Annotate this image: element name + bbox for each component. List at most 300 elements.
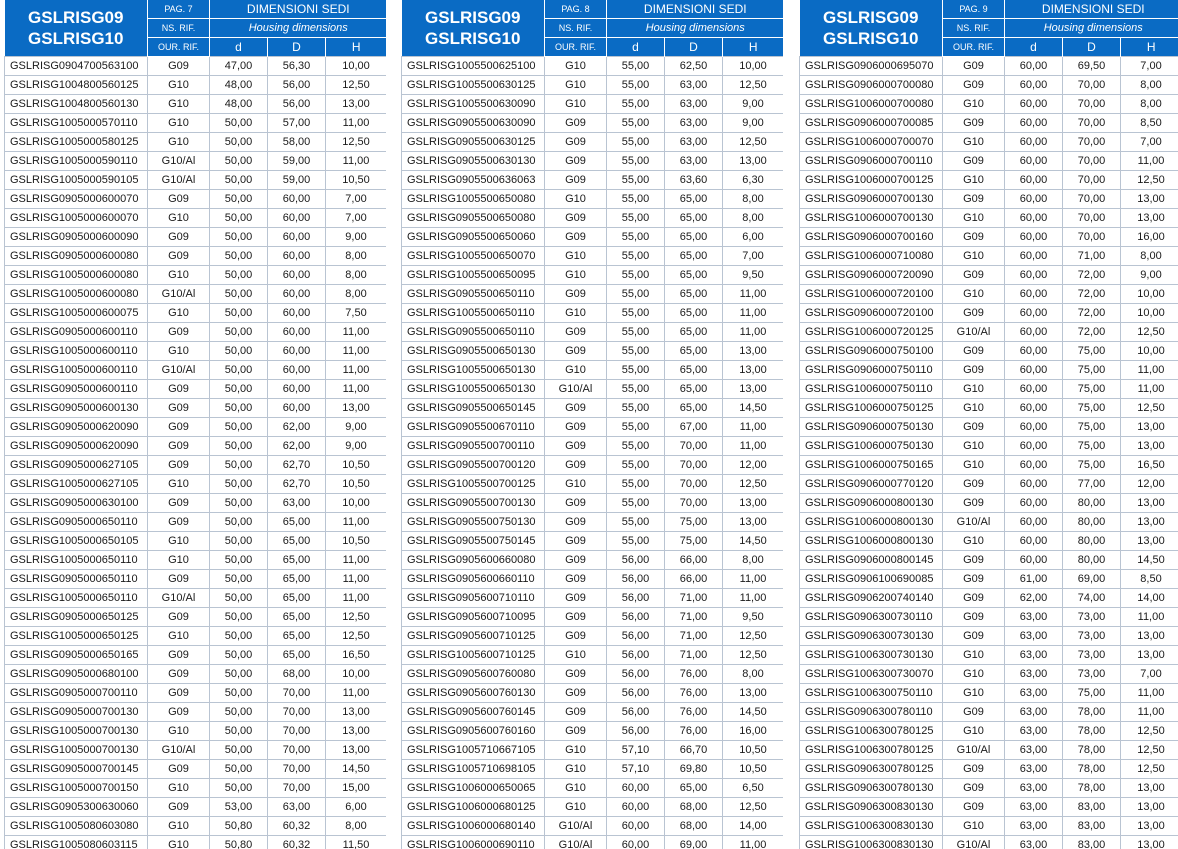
part-code: GSLRISG0905300630060 — [5, 798, 148, 817]
dim-H: 11,00 — [723, 418, 784, 437]
dim-D: 65,00 — [268, 646, 326, 665]
part-code: GSLRISG0905000620090 — [5, 418, 148, 437]
part-code: GSLRISG1005000600110 — [5, 361, 148, 380]
ref-code: G10 — [148, 532, 210, 551]
dim-D: 70,00 — [1063, 114, 1121, 133]
dim-H: 11,00 — [1121, 684, 1178, 703]
dim-H: 11,50 — [326, 836, 387, 849]
table-row — [800, 684, 1178, 703]
table-row — [5, 380, 387, 399]
dim-H: 14,50 — [723, 399, 784, 418]
dim-d: 50,00 — [210, 741, 268, 760]
dim-D: 66,00 — [665, 551, 723, 570]
dim-H: 13,00 — [1121, 627, 1178, 646]
dim-d: 60,00 — [1005, 190, 1063, 209]
ref-code: G09 — [148, 513, 210, 532]
dim-D: 60,00 — [268, 304, 326, 323]
table-row — [5, 209, 387, 228]
dim-d: 55,00 — [607, 323, 665, 342]
dim-D: 66,70 — [665, 741, 723, 760]
ref-code: G09 — [148, 608, 210, 627]
part-code: GSLRISG0905000700130 — [5, 703, 148, 722]
table-row — [5, 285, 387, 304]
column-header-d: d — [210, 38, 268, 57]
dim-D: 63,60 — [665, 171, 723, 190]
dim-H: 9,50 — [723, 266, 784, 285]
dim-H: 13,00 — [1121, 190, 1178, 209]
dim-H: 16,00 — [723, 722, 784, 741]
dim-H: 12,50 — [1121, 741, 1178, 760]
dim-H: 13,00 — [326, 399, 387, 418]
dim-d: 50,00 — [210, 152, 268, 171]
dim-d: 55,00 — [607, 209, 665, 228]
ref-code: G09 — [943, 114, 1005, 133]
table-row — [800, 57, 1178, 76]
dim-D: 69,50 — [1063, 57, 1121, 76]
part-code: GSLRISG1005500630090 — [402, 95, 545, 114]
dim-d: 50,00 — [210, 684, 268, 703]
ref-code: G10 — [148, 779, 210, 798]
dim-d: 60,00 — [1005, 456, 1063, 475]
table-row — [402, 684, 784, 703]
table-body — [402, 57, 784, 849]
dim-D: 59,00 — [268, 152, 326, 171]
ref-code: G09 — [943, 57, 1005, 76]
ref-code: G10 — [148, 475, 210, 494]
part-code: GSLRISG0905000600110 — [5, 380, 148, 399]
table-row — [5, 228, 387, 247]
dim-D: 76,00 — [665, 684, 723, 703]
dim-D: 68,00 — [665, 817, 723, 836]
dim-D: 74,00 — [1063, 589, 1121, 608]
dim-D: 71,00 — [665, 608, 723, 627]
dim-D: 56,30 — [268, 57, 326, 76]
table-row — [402, 342, 784, 361]
part-code: GSLRISG1005000650105 — [5, 532, 148, 551]
ref-code: G09 — [148, 190, 210, 209]
ref-code: G10 — [545, 266, 607, 285]
dim-H: 9,00 — [1121, 266, 1178, 285]
dim-d: 50,00 — [210, 532, 268, 551]
dim-d: 55,00 — [607, 418, 665, 437]
dim-D: 62,70 — [268, 475, 326, 494]
dim-D: 65,00 — [665, 323, 723, 342]
dim-H: 8,00 — [326, 285, 387, 304]
ref-code: G10 — [148, 722, 210, 741]
dim-d: 50,00 — [210, 551, 268, 570]
dim-D: 60,00 — [268, 361, 326, 380]
table-body — [5, 57, 387, 849]
table-row — [402, 285, 784, 304]
table-row — [800, 361, 1178, 380]
table-row — [402, 589, 784, 608]
dim-H: 12,50 — [326, 608, 387, 627]
table-row — [402, 532, 784, 551]
dim-d: 56,00 — [607, 608, 665, 627]
dim-d: 60,00 — [607, 798, 665, 817]
dim-H: 8,00 — [1121, 247, 1178, 266]
dim-d: 55,00 — [607, 361, 665, 380]
table-body — [800, 57, 1178, 849]
table-row — [800, 646, 1178, 665]
dim-H: 11,00 — [723, 570, 784, 589]
title-line-2: GSLRISG10 — [28, 29, 124, 48]
dim-D: 70,00 — [1063, 95, 1121, 114]
ref-code: G09 — [148, 57, 210, 76]
dim-H: 7,00 — [1121, 665, 1178, 684]
ref-code: G10 — [545, 798, 607, 817]
dim-H: 13,00 — [1121, 418, 1178, 437]
housing-dimensions-label: Housing dimensions — [607, 19, 784, 38]
table-row — [800, 437, 1178, 456]
ref-code: G10/Al — [148, 285, 210, 304]
ref-code: G10/Al — [943, 741, 1005, 760]
part-code: GSLRISG0905500670110 — [402, 418, 545, 437]
part-code: GSLRISG1006000750165 — [800, 456, 943, 475]
part-code: GSLRISG1005500625100 — [402, 57, 545, 76]
table-row — [402, 247, 784, 266]
ref-code: G10 — [148, 836, 210, 849]
dim-d: 55,00 — [607, 171, 665, 190]
table-row — [800, 418, 1178, 437]
table-row — [402, 95, 784, 114]
dim-d: 55,00 — [607, 76, 665, 95]
part-code: GSLRISG1006300750110 — [800, 684, 943, 703]
part-code: GSLRISG0905500650110 — [402, 285, 545, 304]
dim-H: 11,00 — [326, 513, 387, 532]
dim-H: 13,00 — [723, 494, 784, 513]
dim-d: 55,00 — [607, 304, 665, 323]
dim-H: 15,00 — [326, 779, 387, 798]
dim-d: 63,00 — [1005, 817, 1063, 836]
ref-code: G09 — [943, 779, 1005, 798]
table-row — [402, 133, 784, 152]
dim-H: 11,00 — [723, 304, 784, 323]
part-code: GSLRISG1005710667105 — [402, 741, 545, 760]
dim-D: 75,00 — [1063, 342, 1121, 361]
dim-D: 65,00 — [665, 342, 723, 361]
ref-code: G09 — [148, 646, 210, 665]
dim-d: 55,00 — [607, 133, 665, 152]
table-row — [5, 133, 387, 152]
dim-d: 62,00 — [1005, 589, 1063, 608]
table-row — [402, 437, 784, 456]
dim-H: 10,00 — [326, 494, 387, 513]
ref-code: G09 — [943, 342, 1005, 361]
dim-d: 60,00 — [1005, 152, 1063, 171]
part-code: GSLRISG1005000600080 — [5, 285, 148, 304]
table-title — [5, 0, 148, 57]
table-row — [402, 399, 784, 418]
part-code: GSLRISG1006000700130 — [800, 209, 943, 228]
dim-D: 65,00 — [665, 779, 723, 798]
ref-code: G09 — [148, 760, 210, 779]
dim-D: 60,00 — [268, 209, 326, 228]
dim-D: 80,00 — [1063, 494, 1121, 513]
table-row — [5, 266, 387, 285]
part-code: GSLRISG0905600760160 — [402, 722, 545, 741]
dim-d: 50,00 — [210, 494, 268, 513]
dim-d: 50,00 — [210, 703, 268, 722]
page-label: PAG. 9 — [943, 0, 1005, 19]
ref-code: G10 — [943, 684, 1005, 703]
dim-d: 48,00 — [210, 95, 268, 114]
ref-code: G09 — [148, 456, 210, 475]
dim-H: 8,00 — [326, 247, 387, 266]
ref-code: G09 — [943, 760, 1005, 779]
dim-D: 56,00 — [268, 95, 326, 114]
table-row — [5, 570, 387, 589]
dim-H: 13,00 — [1121, 209, 1178, 228]
ref-code: G10 — [148, 114, 210, 133]
dim-d: 50,00 — [210, 570, 268, 589]
dim-D: 65,00 — [268, 570, 326, 589]
ref-code: G10 — [943, 646, 1005, 665]
table-row — [402, 361, 784, 380]
table-row — [5, 361, 387, 380]
part-code: GSLRISG1006000680140 — [402, 817, 545, 836]
dim-H: 6,00 — [326, 798, 387, 817]
part-code: GSLRISG1005080603080 — [5, 817, 148, 836]
dim-D: 63,00 — [665, 95, 723, 114]
ref-code: G10 — [148, 133, 210, 152]
dim-D: 65,00 — [665, 247, 723, 266]
part-code: GSLRISG1006000710080 — [800, 247, 943, 266]
dim-d: 56,00 — [607, 646, 665, 665]
part-code: GSLRISG1004800560125 — [5, 76, 148, 95]
dim-H: 12,50 — [723, 133, 784, 152]
part-code: GSLRISG1006300830130 — [800, 836, 943, 849]
table-row — [5, 627, 387, 646]
dim-D: 66,00 — [665, 570, 723, 589]
dim-D: 60,00 — [268, 190, 326, 209]
dim-H: 10,00 — [723, 57, 784, 76]
dim-H: 10,50 — [723, 741, 784, 760]
dim-H: 14,50 — [326, 760, 387, 779]
dim-d: 56,00 — [607, 665, 665, 684]
part-code: GSLRISG1005000570110 — [5, 114, 148, 133]
ref-code: G10 — [545, 779, 607, 798]
table-row — [5, 836, 387, 849]
dim-D: 70,00 — [1063, 171, 1121, 190]
dim-d: 63,00 — [1005, 646, 1063, 665]
ref-code: G10 — [148, 817, 210, 836]
part-code: GSLRISG1006000690110 — [402, 836, 545, 849]
dim-H: 12,00 — [1121, 475, 1178, 494]
dim-D: 80,00 — [1063, 513, 1121, 532]
dim-D: 60,00 — [268, 342, 326, 361]
ref-code: G10 — [943, 95, 1005, 114]
part-code: GSLRISG0905500700130 — [402, 494, 545, 513]
dim-D: 70,00 — [1063, 228, 1121, 247]
dim-H: 13,00 — [723, 684, 784, 703]
column-header-d: d — [1005, 38, 1063, 57]
table-row — [800, 551, 1178, 570]
table-row — [5, 608, 387, 627]
table-row — [402, 190, 784, 209]
table-row — [402, 171, 784, 190]
part-code: GSLRISG1005000590105 — [5, 171, 148, 190]
dim-H: 11,00 — [326, 114, 387, 133]
ref-code: G09 — [545, 133, 607, 152]
table-title — [402, 0, 545, 57]
dim-H: 10,50 — [326, 171, 387, 190]
dim-d: 60,00 — [1005, 475, 1063, 494]
dim-d: 63,00 — [1005, 779, 1063, 798]
table-row — [5, 646, 387, 665]
table-row — [402, 114, 784, 133]
dim-D: 75,00 — [1063, 418, 1121, 437]
dim-D: 65,00 — [268, 513, 326, 532]
catalog-table — [4, 0, 386, 849]
dim-D: 71,00 — [665, 589, 723, 608]
dim-D: 72,00 — [1063, 304, 1121, 323]
ref-code: G10/Al — [148, 152, 210, 171]
dim-H: 11,00 — [1121, 152, 1178, 171]
ref-code: G09 — [943, 228, 1005, 247]
ref-code: G09 — [943, 551, 1005, 570]
table-row — [5, 703, 387, 722]
table-row — [5, 152, 387, 171]
dim-d: 60,00 — [1005, 266, 1063, 285]
table-row — [800, 703, 1178, 722]
dim-D: 80,00 — [1063, 532, 1121, 551]
dim-d: 63,00 — [1005, 722, 1063, 741]
dim-d: 63,00 — [1005, 627, 1063, 646]
part-code: GSLRISG0906000700110 — [800, 152, 943, 171]
dim-H: 16,50 — [1121, 456, 1178, 475]
table-row — [402, 228, 784, 247]
part-code: GSLRISG0906100690085 — [800, 570, 943, 589]
ref-code: G09 — [545, 551, 607, 570]
dim-H: 13,00 — [1121, 532, 1178, 551]
catalog-table — [401, 0, 783, 849]
housing-dimensions-label: Housing dimensions — [1005, 19, 1178, 38]
dim-H: 9,00 — [326, 437, 387, 456]
ref-code: G10 — [148, 551, 210, 570]
ref-code: G09 — [943, 703, 1005, 722]
part-code: GSLRISG1005000650125 — [5, 627, 148, 646]
table-row — [402, 57, 784, 76]
table-row — [5, 342, 387, 361]
part-code: GSLRISG1006000700080 — [800, 95, 943, 114]
column-header-H: H — [723, 38, 784, 57]
part-code: GSLRISG1005000700150 — [5, 779, 148, 798]
ref-code: G10/Al — [148, 741, 210, 760]
dim-D: 78,00 — [1063, 760, 1121, 779]
our-rif-label: OUR. RIF. — [943, 38, 1005, 57]
dim-d: 55,00 — [607, 494, 665, 513]
dim-H: 14,00 — [1121, 589, 1178, 608]
dim-d: 56,00 — [607, 551, 665, 570]
dim-d: 53,00 — [210, 798, 268, 817]
dim-H: 11,00 — [326, 152, 387, 171]
dim-d: 57,10 — [607, 760, 665, 779]
part-code: GSLRISG1005500630125 — [402, 76, 545, 95]
dim-H: 12,50 — [723, 475, 784, 494]
ref-code: G09 — [148, 399, 210, 418]
dim-D: 65,00 — [665, 361, 723, 380]
part-code: GSLRISG0905000680100 — [5, 665, 148, 684]
table-row — [5, 779, 387, 798]
dim-d: 55,00 — [607, 437, 665, 456]
dim-d: 63,00 — [1005, 703, 1063, 722]
dim-D: 83,00 — [1063, 836, 1121, 849]
part-code: GSLRISG1006000750125 — [800, 399, 943, 418]
dim-d: 63,00 — [1005, 665, 1063, 684]
table-row — [800, 171, 1178, 190]
dim-d: 50,00 — [210, 171, 268, 190]
dim-H: 11,00 — [326, 589, 387, 608]
table-row — [5, 323, 387, 342]
part-code: GSLRISG1005000600080 — [5, 266, 148, 285]
dim-d: 50,00 — [210, 190, 268, 209]
part-code: GSLRISG0906300780130 — [800, 779, 943, 798]
dim-d: 60,00 — [607, 836, 665, 849]
part-code: GSLRISG0905500630130 — [402, 152, 545, 171]
table-row — [800, 817, 1178, 836]
dim-D: 60,00 — [268, 266, 326, 285]
table-row — [800, 304, 1178, 323]
dim-H: 8,50 — [1121, 570, 1178, 589]
dim-H: 7,00 — [723, 247, 784, 266]
dim-D: 65,00 — [665, 304, 723, 323]
part-code: GSLRISG0905600760130 — [402, 684, 545, 703]
dim-d: 60,00 — [1005, 437, 1063, 456]
table-row — [5, 171, 387, 190]
part-code: GSLRISG0905000700145 — [5, 760, 148, 779]
dim-D: 65,00 — [268, 627, 326, 646]
dim-d: 50,00 — [210, 228, 268, 247]
dim-d: 60,00 — [1005, 551, 1063, 570]
table-row — [800, 266, 1178, 285]
dim-d: 60,00 — [1005, 380, 1063, 399]
ref-code: G09 — [148, 437, 210, 456]
table-row — [402, 475, 784, 494]
part-code: GSLRISG0906000770120 — [800, 475, 943, 494]
dim-d: 60,00 — [1005, 171, 1063, 190]
ref-code: G09 — [148, 228, 210, 247]
table-row — [800, 836, 1178, 849]
ref-code: G09 — [943, 304, 1005, 323]
ref-code: G10 — [943, 380, 1005, 399]
part-code: GSLRISG0905600660110 — [402, 570, 545, 589]
ref-code: G10 — [545, 475, 607, 494]
dim-d: 50,00 — [210, 665, 268, 684]
dim-d: 50,00 — [210, 399, 268, 418]
ref-code: G09 — [545, 285, 607, 304]
ref-code: G10 — [148, 95, 210, 114]
our-rif-label: OUR. RIF. — [148, 38, 210, 57]
table-row — [402, 266, 784, 285]
dim-H: 12,50 — [326, 627, 387, 646]
dim-H: 10,50 — [723, 760, 784, 779]
dim-D: 65,00 — [268, 532, 326, 551]
table-row — [800, 285, 1178, 304]
our-rif-label: OUR. RIF. — [545, 38, 607, 57]
dim-d: 60,00 — [1005, 228, 1063, 247]
dim-H: 10,00 — [1121, 342, 1178, 361]
ref-code: G09 — [148, 570, 210, 589]
table-row — [5, 418, 387, 437]
table-row — [800, 190, 1178, 209]
ref-code: G09 — [545, 171, 607, 190]
ref-code: G09 — [545, 437, 607, 456]
dim-d: 60,00 — [1005, 285, 1063, 304]
dim-d: 60,00 — [1005, 513, 1063, 532]
dim-H: 9,00 — [326, 228, 387, 247]
table-row — [5, 817, 387, 836]
